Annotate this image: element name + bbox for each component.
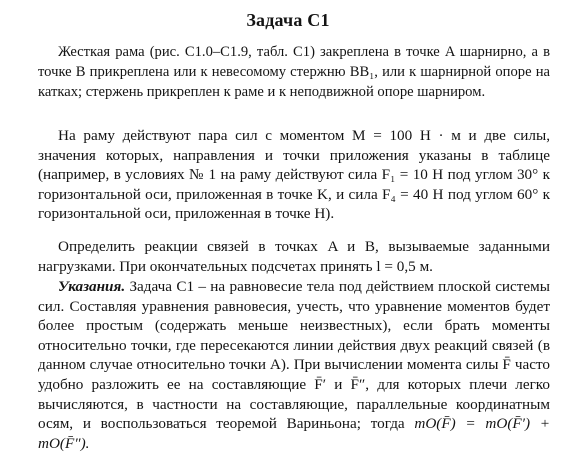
paragraph-frame-description: Жесткая рама (рис. С1.0–С1.9, табл. С1) закреплена в точке A шарнирно, а в точке B прикреплена или к невесомому стержню BB₁, или к шарнирной опоре на катках; стержень прикреплен к раме и к неподвижной опоре шарниром. — [38, 44, 550, 100]
paragraph-task: Определить реакции связей в точках A и B, вызываемые заданными нагрузками. При окончательных подсчетах принять l = 0,5 м. — [38, 238, 550, 275]
problem-title: Задача С1 — [246, 10, 330, 30]
paragraph-loads: На раму действуют пара сил с моментом M = 100 Н · м и две силы, значения которых, направления и точки приложения указаны в таблице (например, в условиях № 1 на раму действуют сила F₁ = 10 Н под углом 30° к горизонтальной оси, приложенная в точке K, и сила F₄ = 40 Н под углом 60° к горизонтальной оси, приложенная в точке H). — [38, 127, 550, 223]
hints-text: Задача С1 – на равновесие тела под действием плоской системы сил. Составляя уравнения равновесия, учесть, что уравнение моментов будет более простым (содержать меньше неизвестных), если брать моменты относительно точки, где пересекаются линии действия двух реакций связей (в данном случае относительно точки A). При вычислении момента силы F̄ часто удобно разложить ее на составляющие F̄′ и F̄″, для которых плечи легко вычисляются, в частности на составляющие, параллельные координатным осям, и воспользоваться теоремой Вариньона; тогда — [38, 278, 550, 433]
paragraph-hints — [38, 277, 550, 453]
hints-lead: Указания. — [58, 278, 126, 295]
varignon-formula: mO(F̄) = mO(F̄′) + mO(F̄″). — [38, 415, 550, 452]
